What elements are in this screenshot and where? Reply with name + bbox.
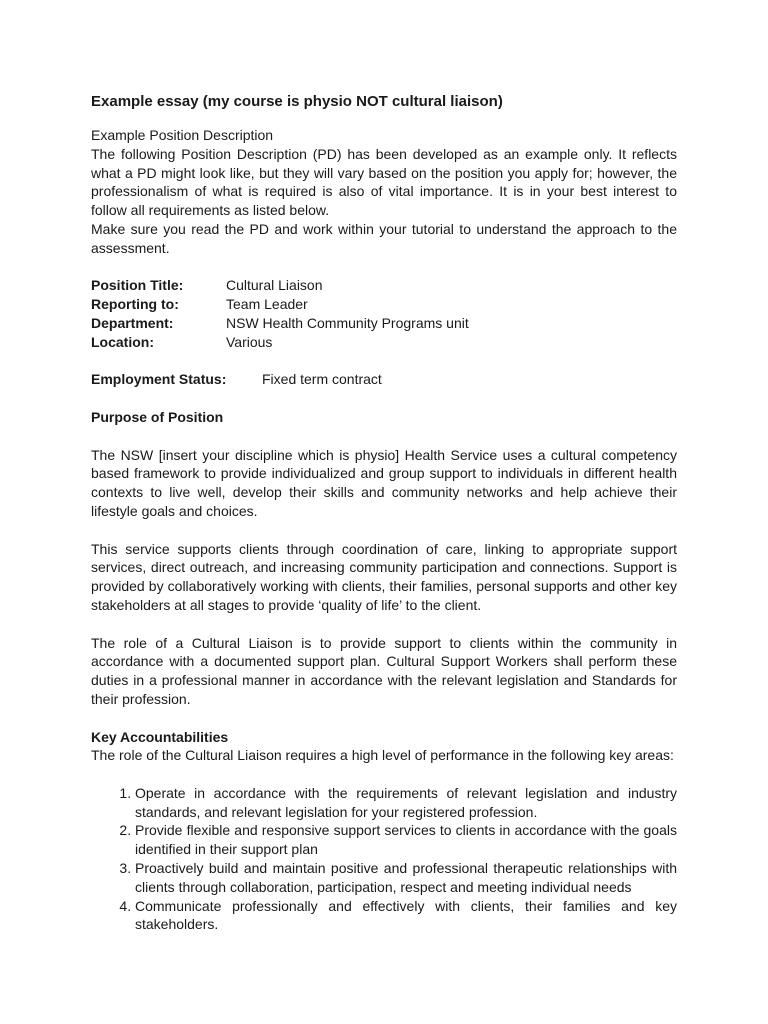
accountabilities-intro: The role of the Cultural Liaison requires a high level of performance in the following key areas: (91, 747, 674, 764)
field-value: NSW Health Community Programs unit (226, 314, 469, 331)
accountabilities-list (91, 784, 677, 934)
list-item: 3. Proactively build and maintain positive and professional therapeutic relationships with clients through collaboration, participation, respect and meeting individual needs (135, 859, 677, 897)
purpose-paragraph-3: The role of a Cultural Liaison is to provide support to clients within the community in accordance with a documented support plan. Cultural Support Workers shall perform these duties in a professional manner in accordance with the relevant legislation and Standards for their profession. (91, 634, 677, 707)
field-label: Department: (91, 314, 174, 331)
field-value: Various (226, 333, 273, 350)
purpose-heading: Purpose of Position (91, 408, 224, 425)
spacer (91, 615, 677, 634)
spacer (91, 521, 677, 540)
intro-paragraph-2: Make sure you read the PD and work within your tutorial to understand the approach to the assessment. (91, 220, 677, 256)
field-label: Reporting to: (91, 296, 179, 313)
purpose-paragraph-1: The NSW [insert your discipline which is physio] Health Service uses a cultural competency based framework to provide individualized and group support to individuals in different health contexts to live well, develop their skills and community networks and help achieve their lifestyle goals and choices. (91, 446, 677, 519)
field-label: Location: (91, 333, 154, 350)
field-employment-status (91, 370, 677, 389)
spacer (91, 709, 677, 728)
document-title: Example essay (my course is physio NOT cultural liaison) (91, 93, 503, 110)
spacer (91, 427, 677, 446)
subtitle: Example Position Description (91, 127, 274, 143)
field-value: Cultural Liaison (226, 277, 323, 294)
spacer (91, 765, 677, 784)
accountabilities-heading: Key Accountabilities (91, 728, 229, 745)
list-item: 4. Communicate professionally and effectively with clients, their families and key stakeholders. (135, 897, 677, 935)
list-item: 2. Provide flexible and responsive support services to clients in accordance with the goals identified in their support plan (135, 821, 677, 859)
field-reporting-to (91, 295, 677, 314)
field-location (91, 333, 677, 352)
intro-paragraph-1: The following Position Description (PD) has been developed as an example only. It reflects what a PD might look like, but they will vary based on the position you apply for; however, the professionalism of what is required is also of vital importance. It is in your best interest to follow all requirements as listed below. (91, 145, 677, 219)
field-value: Fixed term contract (262, 371, 382, 388)
field-department (91, 314, 677, 333)
purpose-paragraph-2: This service supports clients through coordination of care, linking to appropriate support services, direct outreach, and increasing community participation and connections. Support is provided by collaboratively working with clients, their families, personal supports and other key stakeholders at all stages to provide ‘quality of life’ to the client. (91, 540, 677, 613)
field-label: Employment Status: (91, 371, 227, 388)
field-label: Position Title: (91, 277, 184, 294)
spacer (91, 258, 677, 277)
field-position-title (91, 276, 677, 295)
list-item: 1. Operate in accordance with the requirements of relevant legislation and industry standards, and relevant legislation for your registered profession. (135, 784, 677, 822)
spacer (91, 352, 677, 371)
field-value: Team Leader (226, 296, 308, 313)
spacer (91, 389, 677, 408)
